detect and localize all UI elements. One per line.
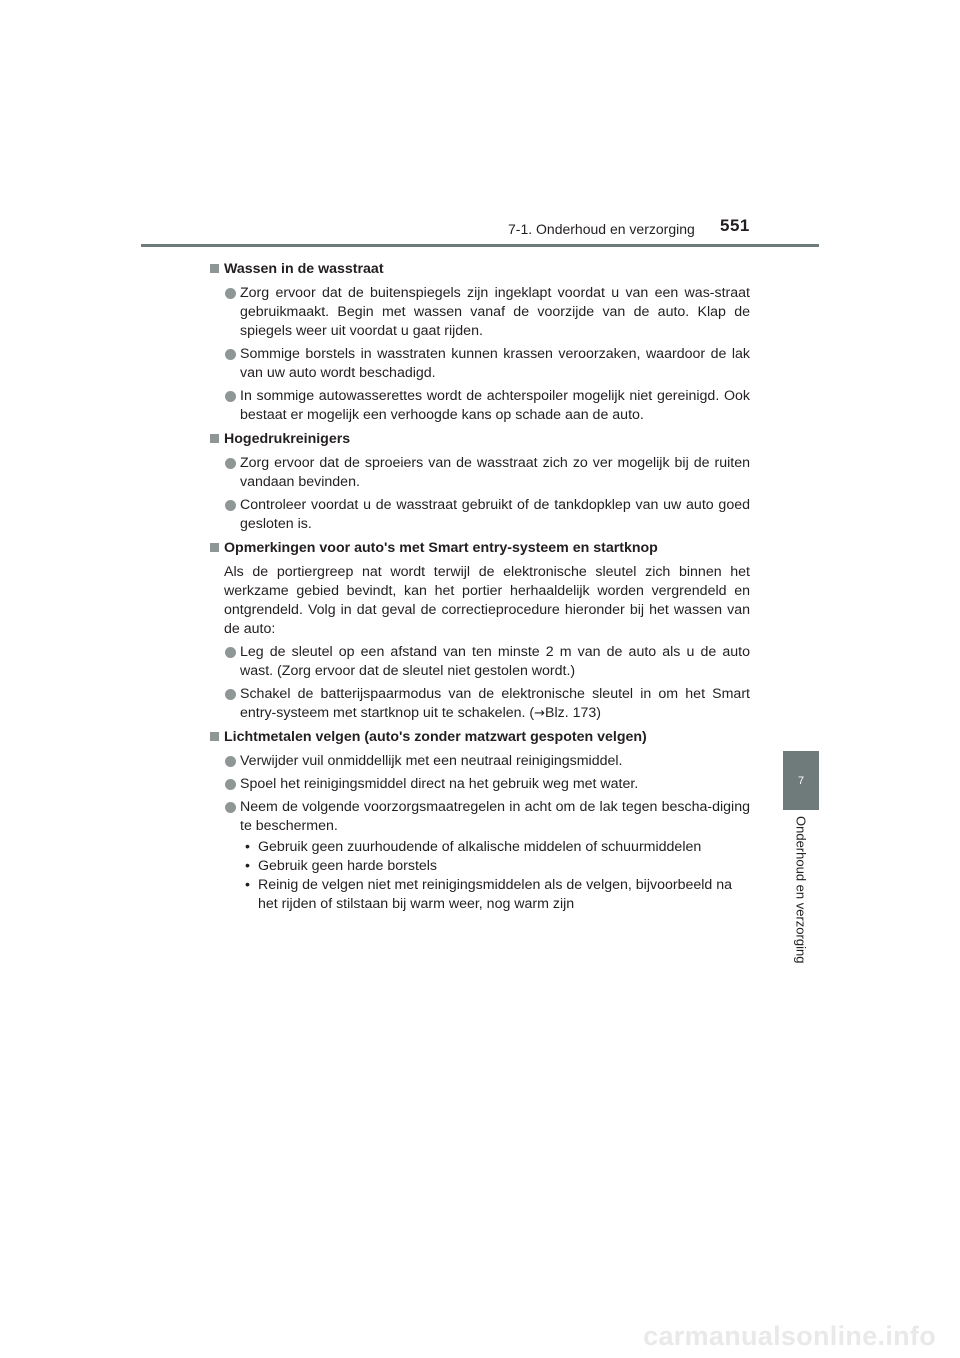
- circle-bullet-icon: [225, 288, 236, 299]
- list-item: Controleer voordat u de wasstraat gebruikt of de tankdopklep van uw auto goed gesloten is.: [210, 496, 750, 534]
- sub-list-item: • Gebruik geen harde borstels: [245, 858, 438, 874]
- list-item: Sommige borstels in wasstraten kunnen krassen veroorzaken, waardoor de lak van uw auto wordt beschadigd.: [210, 345, 750, 383]
- square-bullet-icon: [210, 732, 219, 741]
- circle-bullet-icon: [225, 349, 236, 360]
- list-item: In sommige autowasserettes wordt de achterspoiler mogelijk niet gereinigd. Ook bestaat er mogelijk een verhoogde kans op schade aan de auto.: [210, 387, 750, 425]
- circle-bullet-icon: [225, 779, 236, 790]
- list-item: Leg de sleutel op een afstand van ten minste 2 m van de auto als u de auto wast. (Zorg ervoor dat de sleutel niet gestolen wordt.): [210, 643, 750, 681]
- circle-bullet-icon: [225, 689, 236, 700]
- list-item: Spoel het reinigingsmiddel direct na het gebruik weg met water.: [210, 775, 750, 794]
- page-reference-link[interactable]: Blz. 173): [545, 705, 602, 721]
- list-item: Verwijder vuil onmiddellijk met een neutraal reinigingsmiddel.: [210, 752, 750, 771]
- circle-bullet-icon: [225, 391, 236, 402]
- section-heading: Lichtmetalen velgen (auto's zonder matzwart gespoten velgen): [210, 728, 750, 747]
- list-item: Zorg ervoor dat de buitenspiegels zijn ingeklapt voordat u van een was-straat gebruikmaakt. Begin met wassen vanaf de voorzijde van de auto. Klap de spiegels weer uit voordat u gaat rijden.: [210, 284, 750, 341]
- list-item: Zorg ervoor dat de sproeiers van de wasstraat zich zo ver mogelijk bij de ruiten vandaan bevinden.: [210, 454, 750, 492]
- chapter-side-title: Onderhoud en verzorging: [793, 816, 809, 964]
- circle-bullet-icon: [225, 647, 236, 658]
- small-bullet-icon: •: [245, 877, 250, 893]
- section-paragraph: Als de portiergreep nat wordt terwijl de elektronische sleutel zich binnen het werkzame gebied bevindt, kan het portier herhaaldelijk worden vergrendeld en ontgrendeld. Volg in dat geval de correctieprocedure hieronder bij het wassen van de auto:: [224, 564, 750, 637]
- square-bullet-icon: [210, 434, 219, 443]
- square-bullet-icon: [210, 264, 219, 273]
- header-section-title: 7-1. Onderhoud en verzorging: [508, 221, 695, 237]
- chapter-number: 7: [797, 774, 805, 787]
- section-heading: Hogedrukreinigers: [210, 430, 750, 449]
- circle-bullet-icon: [225, 756, 236, 767]
- sub-list-item: • Gebruik geen zuurhoudende of alkalische middelen of schuurmiddelen: [245, 839, 702, 855]
- small-bullet-icon: •: [245, 839, 250, 855]
- header-divider: [141, 244, 819, 247]
- arrow-right-icon: →: [534, 706, 546, 721]
- list-item: Neem de volgende voorzorgsmaatregelen in acht om de lak tegen bescha-diging te beschermen.: [210, 798, 750, 836]
- section-heading: Opmerkingen voor auto's met Smart entry-systeem en startknop: [210, 539, 750, 558]
- sub-list-item: • Reinig de velgen niet met reinigingsmiddelen als de velgen, bijvoorbeeld na het rijden of stilstaan bij warm weer, nog warm zijn: [245, 877, 733, 912]
- square-bullet-icon: [210, 543, 219, 552]
- page-content: [210, 255, 750, 914]
- chapter-tab: [783, 751, 819, 810]
- watermark: carmanualsonline.info: [643, 1321, 936, 1351]
- circle-bullet-icon: [225, 802, 236, 813]
- small-bullet-icon: •: [245, 858, 250, 874]
- circle-bullet-icon: [225, 458, 236, 469]
- list-item: Schakel de batterijspaarmodus van de elektronische sleutel in om het Smart entry-systeem met startknop uit te schakelen. (→Blz. 173): [210, 685, 750, 723]
- section-heading: Wassen in de wasstraat: [210, 260, 750, 279]
- circle-bullet-icon: [225, 500, 236, 511]
- page-number: 551: [720, 216, 750, 235]
